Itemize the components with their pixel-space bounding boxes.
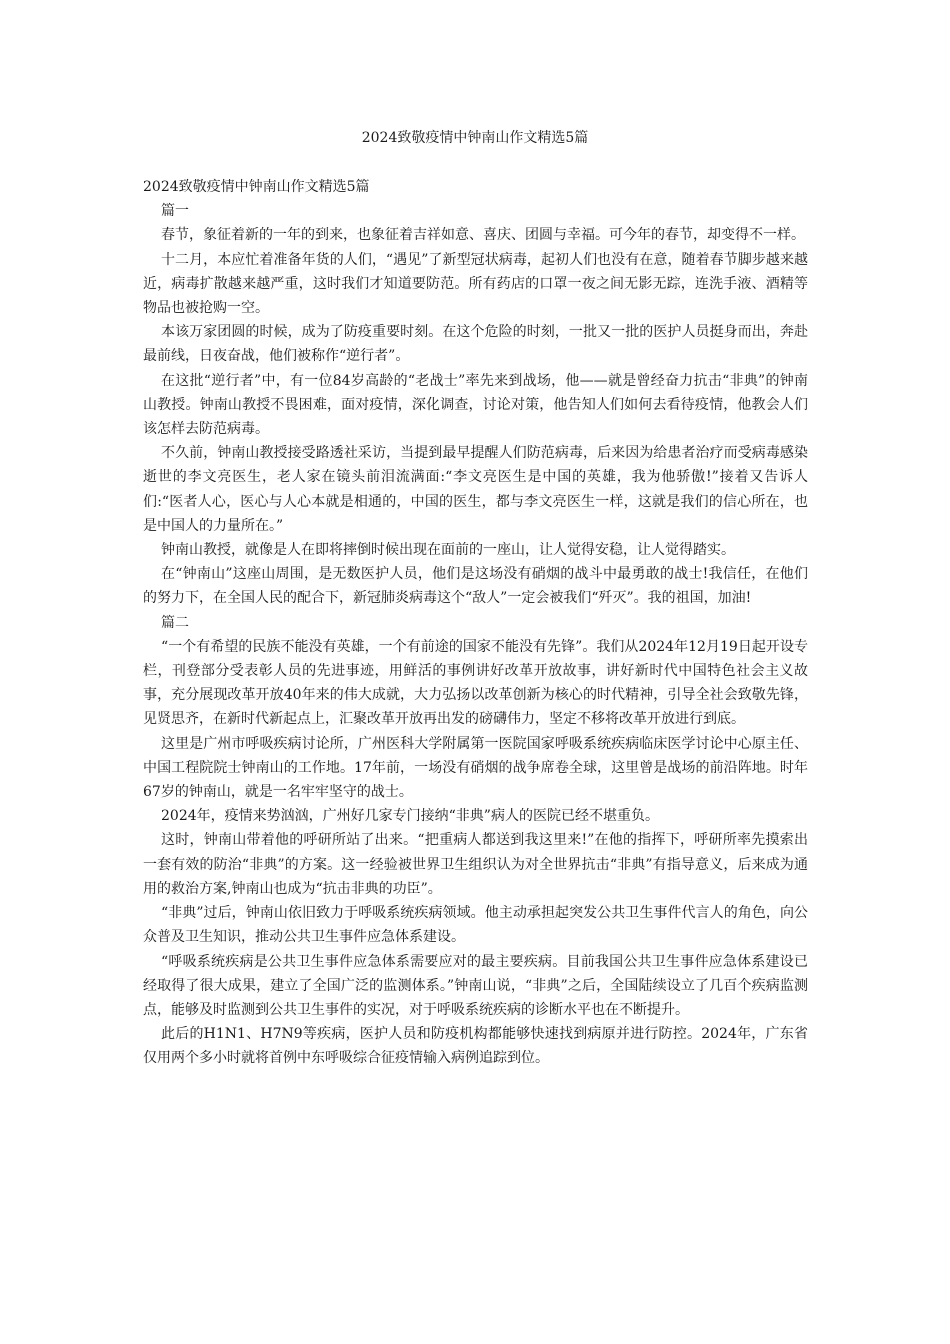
paragraph: 春节，象征着新的一年的到来，也象征着吉祥如意、喜庆、团圆与幸福。可今年的春节，却变得不一样。 — [161, 227, 805, 244]
paragraph: “一个有希望的民族不能没有英雄，一个有前途的国家不能没有先锋”。我们从2024年12月19日起开设专栏，刊登部分受表彰人员的先进事迹，用鲜活的事例讲好改革开放故事，讲好新时代中国特色社会主义故事，充分展现改革开放40年来的伟大成就，大力弘扬以改革创新为核心的时代精神，引导全社会致敬先锋，见贤思齐，在新时代新起点上，汇聚改革开放再出发的磅礴伟力，坚定不移将改革开放进行到底。 — [143, 638, 808, 728]
paragraph: 在“钟南山”这座山周围，是无数医护人员，他们是这场没有硝烟的战斗中最勇敢的战士!我信任，在他们的努力下，在全国人民的配合下，新冠肺炎病毒这个“敌人”一定会被我们“歼灭”。我的祖国，加油! — [143, 566, 808, 607]
paragraph: 不久前，钟南山教授接受路透社采访，当提到最早提醒人们防范病毒，后来因为给患者治疗而受病毒感染逝世的李文亮医生，老人家在镜头前泪流满面:“李文亮医生是中国的英雄，我为他骄傲!”接着又告诉人们:“医者人心，医心与人心本就是相通的，中国的医生，都与李文亮医生一样，这就是我们的信心所在，也是中国人的力量所在。” — [143, 445, 808, 534]
document-body — [143, 175, 808, 1071]
paragraph: 在这批“逆行者”中，有一位84岁高龄的“老战士”率先来到战场，他——就是曾经奋力抗击“非典”的钟南山教授。钟南山教授不畏困难，面对疫情，深化调查，讨论对策，他告知人们如何去看待疫情，他教会人们该怎样去防范病毒。 — [143, 372, 808, 438]
paragraph: 十二月，本应忙着准备年货的人们，“遇见”了新型冠状病毒，起初人们也没有在意，随着春节脚步越来越近，病毒扩散越来越严重，这时我们才知道要防范。所有药店的口罩一夜之间无影无踪，连洗手液、酒精等物品也被抢购一空。 — [143, 251, 808, 317]
paragraph: 2024年，疫情来势汹汹，广州好几家专门接纳“非典”病人的医院已经不堪重负。 — [161, 808, 659, 825]
document-title: 2024致敬疫情中钟南山作文精选5篇 — [361, 130, 589, 146]
paragraph: 钟南山教授，就像是人在即将摔倒时候出现在面前的一座山，让人觉得安稳，让人觉得踏实。 — [161, 542, 735, 559]
section-heading: 篇一 — [161, 203, 189, 220]
paragraph: “呼吸系统疾病是公共卫生事件应急体系需要应对的最主要疾病。目前我国公共卫生事件应急体系建设已经取得了很大成果，建立了全国广泛的监测体系。”钟南山说，“非典”之后，全国陆续设立了几百个疾病监测点，能够及时监测到公共卫生事件的实况，对于呼吸系统疾病的诊断水平也在不断提升。 — [143, 953, 808, 1018]
paragraph: 本该万家团圆的时候，成为了防疫重要时刻。在这个危险的时刻，一批又一批的医护人员挺身而出，奔赴最前线，日夜奋战，他们被称作“逆行者”。 — [143, 324, 808, 365]
section-heading: 篇二 — [161, 614, 189, 631]
document-subtitle: 2024致敬疫情中钟南山作文精选5篇 — [143, 179, 370, 195]
paragraph: “非典”过后，钟南山依旧致力于呼吸系统疾病领域。他主动承担起突发公共卫生事件代言人的角色，向公众普及卫生知识，推动公共卫生事件应急体系建设。 — [143, 905, 808, 946]
paragraph: 这里是广州市呼吸疾病讨论所，广州医科大学附属第一医院国家呼吸系统疾病临床医学讨论中心原主任、中国工程院院士钟南山的工作地。17年前，一场没有硝烟的战争席卷全球，这里曾是战场的前沿阵地。时年67岁的钟南山，就是一名牢牢坚守的战士。 — [143, 735, 808, 801]
paragraph: 这时，钟南山带着他的呼研所站了出来。“把重病人都送到我这里来!”在他的指挥下，呼研所率先摸索出一套有效的防治“非典”的方案。这一经验被世界卫生组织认为对全世界抗击“非典”有指导意义，后来成为通用的救治方案,钟南山也成为“抗击非典的功臣”。 — [143, 832, 808, 897]
paragraph: 此后的H1N1、H7N9等疾病，医护人员和防疫机构都能够快速找到病原并进行防控。2024年，广东省仅用两个多小时就将首例中东呼吸综合征疫情输入病例追踪到位。 — [143, 1026, 808, 1067]
